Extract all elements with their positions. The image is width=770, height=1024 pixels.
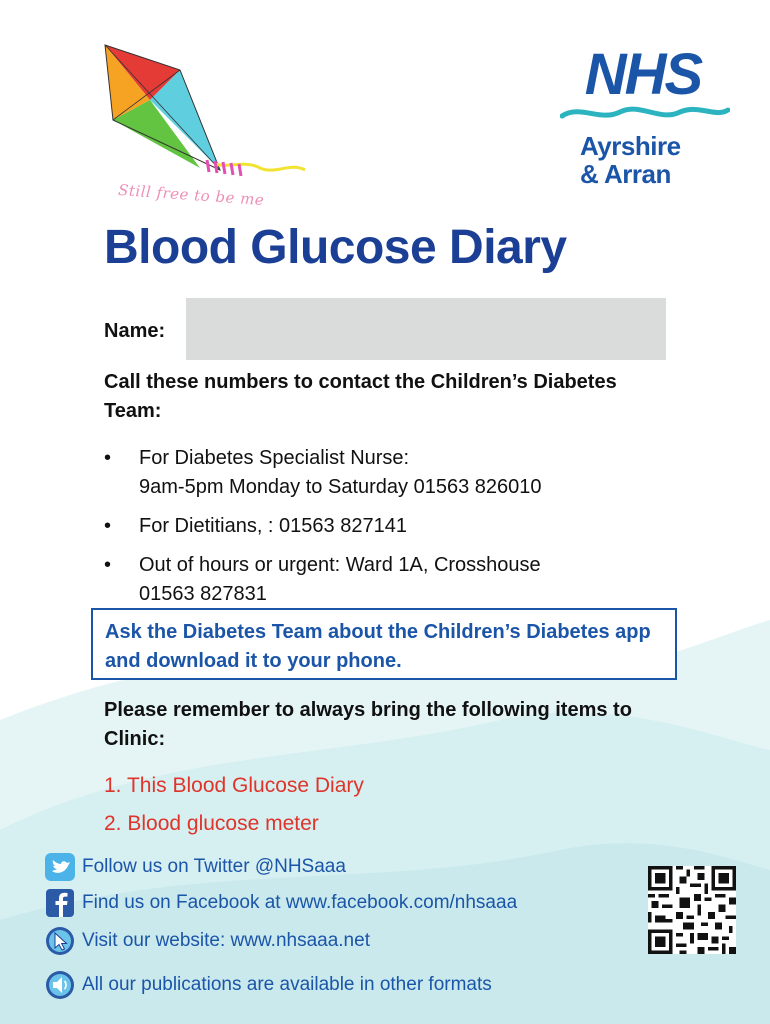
twitter-icon xyxy=(44,852,76,882)
nhs-logo-text: NHS xyxy=(584,42,702,107)
bullet-icon: • xyxy=(104,447,112,469)
twitter-link[interactable]: Follow us on Twitter @NHSaaa xyxy=(82,856,346,877)
remember-text: Please remember to always bring the following items to Clinic: xyxy=(104,699,632,750)
bullet-icon: • xyxy=(104,554,112,576)
contact-list xyxy=(104,444,664,619)
website-link[interactable]: Visit our website: www.nhsaaa.net xyxy=(82,930,370,951)
contact-intro: Call these numbers to contact the Children’s Diabetes Team: xyxy=(104,371,617,422)
wave-icon xyxy=(560,98,730,126)
nhs-logo xyxy=(560,42,730,198)
footer-twitter[interactable] xyxy=(44,852,346,882)
contact-line: For Diabetes Specialist Nurse: xyxy=(139,447,410,469)
formats-text: All our publications are available in other formats xyxy=(82,974,492,995)
kite-caption: Still free to be me xyxy=(117,180,265,210)
cursor-icon xyxy=(44,926,76,956)
page-title: Blood Glucose Diary xyxy=(104,221,567,274)
bullet-icon: • xyxy=(104,515,112,537)
contact-line: 9am-5pm Monday to Saturday 01563 826010 xyxy=(139,476,542,498)
list-item xyxy=(104,512,664,541)
list-item: 2. Blood glucose meter xyxy=(104,812,319,835)
contact-line: 01563 827831 xyxy=(139,583,267,605)
name-field[interactable] xyxy=(186,298,666,360)
logo-region-line2: & Arran xyxy=(580,159,671,189)
list-item xyxy=(104,444,664,502)
app-notice-box xyxy=(91,608,677,680)
name-label: Name: xyxy=(104,320,166,342)
footer-formats xyxy=(44,970,492,1000)
footer-website[interactable] xyxy=(44,926,370,956)
footer-facebook[interactable] xyxy=(44,888,517,918)
logo-region-line1: Ayrshire xyxy=(580,131,681,161)
contact-line: Out of hours or urgent: Ward 1A, Crosshouse xyxy=(139,554,541,576)
facebook-link[interactable]: Find us on Facebook at www.facebook.com/nhsaaa xyxy=(82,892,518,913)
facebook-icon xyxy=(44,888,76,918)
app-notice-text: Ask the Diabetes Team about the Children’s Diabetes app and download it to your phone. xyxy=(105,621,651,672)
contact-line: For Dietitians, : 01563 827141 xyxy=(139,515,407,537)
list-item: 1. This Blood Glucose Diary xyxy=(104,774,364,797)
clinic-items-list xyxy=(104,772,664,848)
qr-code-image[interactable] xyxy=(648,866,736,954)
speaker-icon xyxy=(44,970,76,1000)
list-item xyxy=(104,551,664,609)
